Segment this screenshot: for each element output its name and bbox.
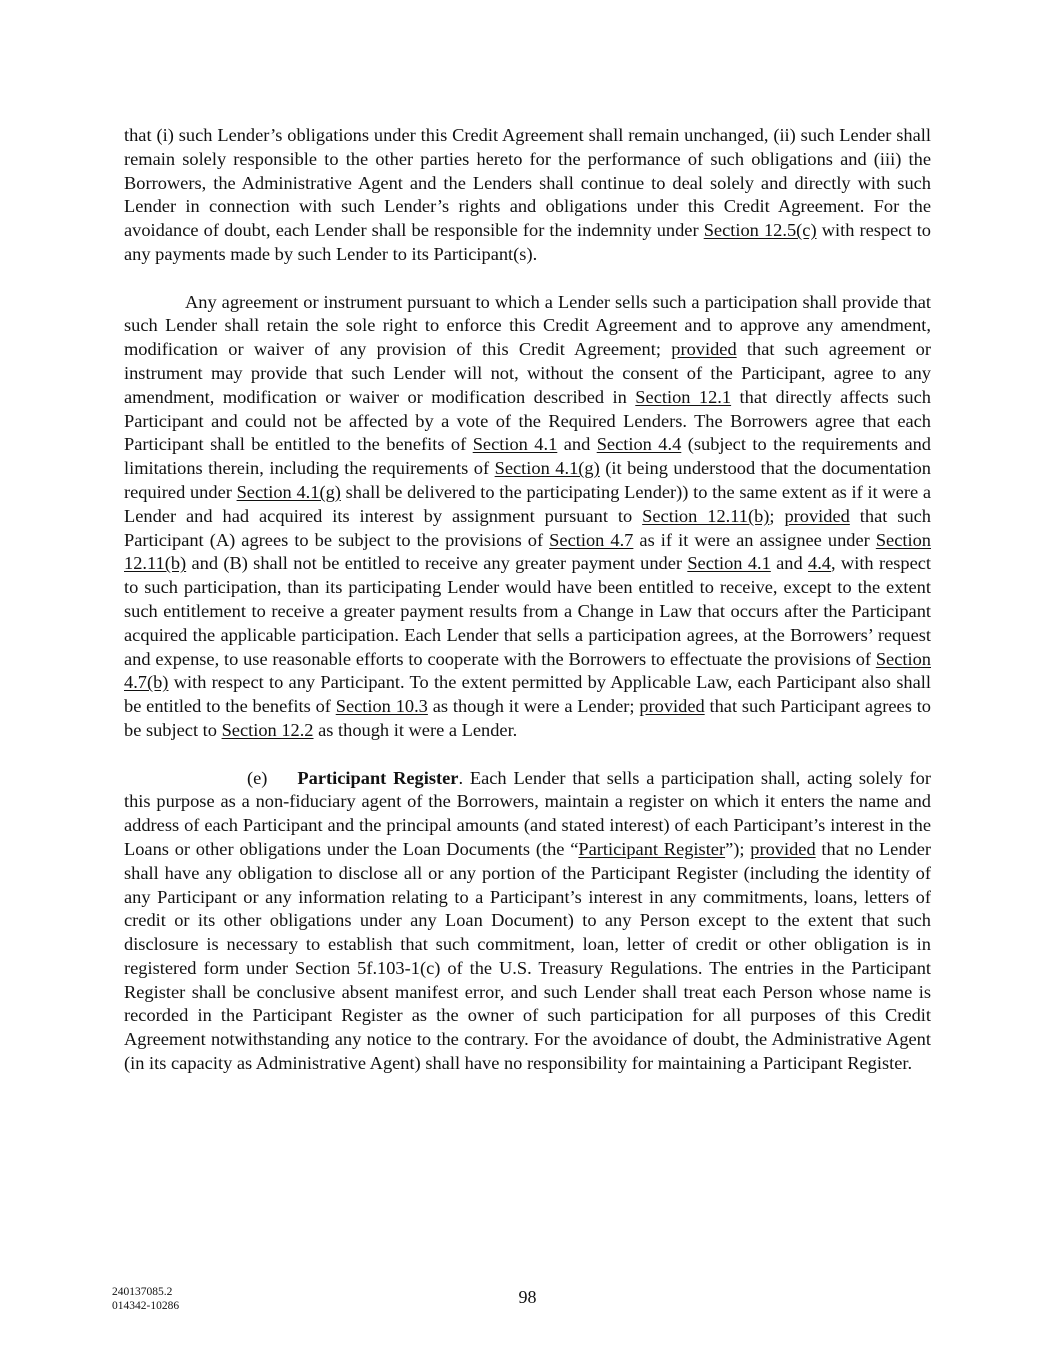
paragraph-participation-agreements: Any agreement or instrument pursuant to which a Lender sells such a participation shall provide that such Lender shall retain the sole right to enforce this Credit Agreement and to approve any amendment, modification or waiver of any provision of this Credit Agreement; provided that such agreement or instrument may provide that such Lender will not, without the consent of the Participant, agree to any amendment, modification or waiver or modification described in Section 12.1 that directly affects such Participant and could not be affected by a vote of the Required Lenders. The Borrowers agree that each Participant shall be entitled to the benefits of Section 4.1 and Section 4.4 (subject to the requirements and limitations therein, including the requirements of Section 4.1(g) (it being understood that the documentation required under Section 4.1(g) shall be delivered to the participating Lender)) to the same extent as if it were a Lender and had acquired its interest by assignment pursuant to Section 12.11(b); provided that such Participant (A) agrees to be subject to the provisions of Section 4.7 as if it were an assignee under Section 12.11(b) and (B) shall not be entitled to receive any greater payment under Section 4.1 and 4.4, with respect to such participation, than its participating Lender would have been entitled to receive, except to the extent such entitlement to receive a greater payment results from a Change in Law that occurs after the Participant acquired the applicable participation. Each Lender that sells a participation agrees, at the Borrowers’ request and expense, to use reasonable efforts to cooperate with the Borrowers to effectuate the provisions of Section 4.7(b) with respect to any Participant. To the extent permitted by Applicable Law, each Participant also shall be entitled to the benefits of Section 10.3 as though it were a Lender; provided that such Participant agrees to be subject to Section 12.2 as though it were a Lender. — [124, 291, 932, 740]
defined-term: Participant Register — [578, 838, 726, 859]
section-reference: Section 4.1 — [472, 434, 558, 455]
section-reference: Section 12.1 — [635, 386, 732, 407]
provided-term: provided — [750, 838, 816, 859]
provided-term: provided — [639, 696, 705, 717]
section-reference: Section 12.11(b) — [124, 529, 931, 574]
document-id: 240137085.2 — [112, 1286, 173, 1298]
page-number: 98 — [518, 1287, 537, 1307]
section-reference: 4.4 — [808, 553, 832, 574]
section-reference: Section 4.1(g) — [494, 458, 600, 479]
clause-heading: Participant Register — [297, 767, 459, 788]
paragraph-continuation: that (i) such Lender’s obligations under this Credit Agreement shall remain unchanged, (ii) such Lender shall remain solely responsible to the other parties hereto for the performance of such obligations and (iii) the Borrowers, the Administrative Agent and the Lenders shall continue to deal solely and directly with such Lender in connection with such Lender’s rights and obligations under this Credit Agreement. For the avoidance of doubt, each Lender shall be responsible for the indemnity under Section 12.5(c) with respect to any payments made by such Lender to its Participant(s). — [124, 125, 931, 264]
section-reference: Section 12.2 — [221, 719, 314, 740]
section-reference: Section 4.1 — [687, 553, 771, 574]
provided-term: provided — [671, 339, 737, 360]
section-reference: Section 4.7 — [549, 529, 634, 550]
section-reference: Section 4.4 — [596, 434, 682, 455]
section-reference: Section 12.11(b) — [642, 505, 770, 526]
clause-label: (e) — [247, 767, 268, 788]
section-reference: Section 12.5(c) — [703, 220, 817, 241]
matter-id: 014342-10286 — [112, 1300, 180, 1312]
section-reference: Section 10.3 — [335, 696, 428, 717]
document-body — [124, 124, 931, 1100]
paragraph-participant-register: (e) Participant Register. Each Lender that sells a participation shall, acting solely for this purpose as a non-fiduciary agent of the Borrowers, maintain a register on which it enters the name and address of each Participant and the principal amounts (and stated interest) of each Participant’s interest in the Loans or other obligations under the Loan Documents (the “Participant Register”); provided that no Lender shall have any obligation to disclose all or any portion of the Participant Register (including the identity of any Participant or any information relating to a Participant’s interest in any commitments, loans, letters of credit or its other obligations under any Loan Document) to any Person except to the extent that such disclosure is necessary to establish that such commitment, loan, letter of credit or other obligation is in registered form under Section 5f.103-1(c) of the U.S. Treasury Regulations. The entries in the Participant Register shall be conclusive absent manifest error, and such Lender shall treat each Person whose name is recorded in the Participant Register as the owner of such participation for all purposes of this Credit Agreement notwithstanding any notice to the contrary. For the avoidance of doubt, the Administrative Agent (in its capacity as Administrative Agent) shall have no responsibility for maintaining a Participant Register. — [124, 767, 932, 1074]
provided-term: provided — [784, 505, 850, 526]
section-reference: Section 4.7(b) — [124, 648, 931, 693]
section-reference: Section 4.1(g) — [236, 481, 341, 502]
